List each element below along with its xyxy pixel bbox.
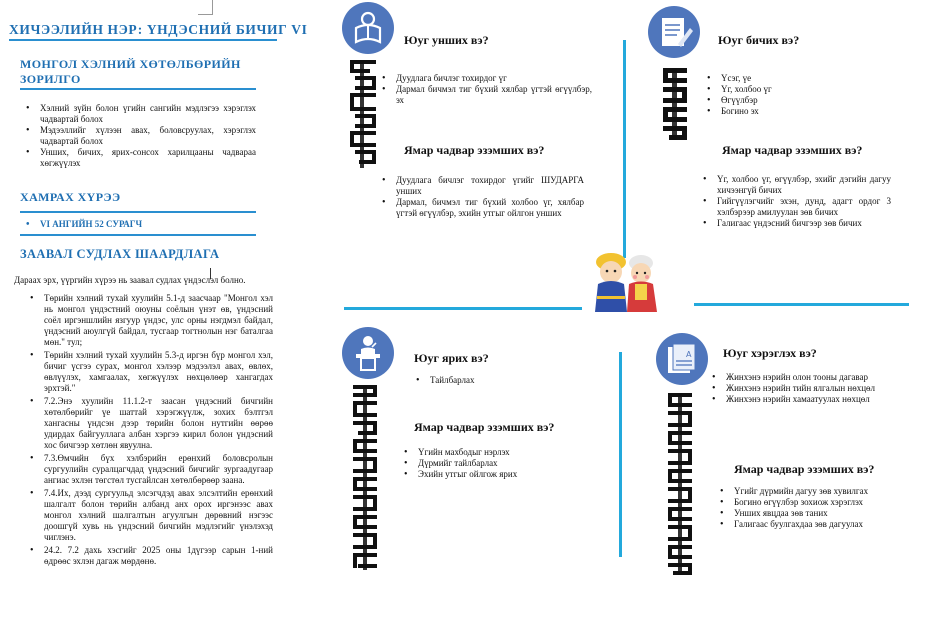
list-item: • Унших явцдаа зөв таних bbox=[714, 508, 888, 519]
list-item: • Үгийн махбодыг нэрлэх bbox=[398, 447, 598, 458]
q4-list bbox=[706, 372, 886, 405]
section1-title-line2: ЗОРИЛГО bbox=[20, 72, 81, 86]
list-item: • Жинхэнэ нэрийн олон тооны дагавар bbox=[706, 372, 886, 383]
list-item: • Үсэг, үе bbox=[701, 73, 891, 84]
q1-heading: Юуг унших вэ? bbox=[404, 33, 489, 47]
section1-underline bbox=[20, 88, 256, 90]
list-item: • 7.4.Их, дээд сургуульд элсэгчдэд авах элсэлтийн ерөнхий шалгалт болон төрийн албанд анх орох иргэнээс авах монгол хэлний шалгалтын агуулгын дөрөвний нэгээс доошгүй хувь нь үндэсний бичгийн мэдлэгийг үнэлэхэд чиглэнэ. bbox=[24, 488, 273, 543]
q3-list bbox=[410, 375, 600, 386]
divider-horizontal-right bbox=[694, 303, 909, 306]
q3-skills-list bbox=[398, 447, 598, 480]
list-item: • Мэдээллийг хүлээн авах, боловсруулах, хэрэглэх чадвартай болох bbox=[20, 125, 256, 147]
list-item: • Төрийн хэлний тухай хуулийн 5.3-д иргэн бүр монгол хэл, бичиг үсгээ сурах, монгол хэлээр мэдээлэл авах, өвлөх, өвлүүлэх, хамгаалах, хөгжүүлэх нөхцөлөөр хангагдах эрхтэй." bbox=[24, 350, 273, 394]
list-item: • Дуудлага бичлэг тохирдог үгийг ШУДАРГА унших bbox=[376, 175, 584, 197]
list-item: • Үг, холбоо үг, өгүүлбэр, эхийг дэгийн дагуу хичээнгүй бичих bbox=[697, 174, 891, 196]
list-item: • 7.3.Өмчийн бүх хэлбэрийн ерөнхий боловсролын сургуулийн суралцагчдад үндэсний бичгийг зургаадугаар ангиас эхлэн төгстөл тусгайлсан хөтөлбөрөөр заана. bbox=[24, 453, 273, 486]
q2-skills-list bbox=[697, 174, 891, 229]
section2-list bbox=[20, 219, 256, 230]
children-illustration bbox=[583, 250, 669, 316]
list-item: • Эхийн утгыг ойлгож ярих bbox=[398, 469, 598, 480]
mongolian-script-word-2 bbox=[659, 68, 691, 140]
svg-text:A: A bbox=[686, 350, 692, 359]
list-item: • Хэлний зүйн болон үгийн сангийн мэдлэгээ хэрэглэх чадвартай болох bbox=[20, 103, 256, 125]
list-item: • Үгийг дүрмийн дагуу зөв хувилгах bbox=[714, 486, 888, 497]
page-title: ХИЧЭЭЛИЙН НЭР: ҮНДЭСНИЙ БИЧИГ VI bbox=[9, 22, 308, 37]
q2-list bbox=[701, 73, 891, 117]
list-item: • Жинхэнэ нэрийн хамаатуулах нөхцөл bbox=[706, 394, 886, 405]
list-item: • Өгүүлбэр bbox=[701, 95, 891, 106]
section3-intro: Дараах эрх, үүргийн хүрээ нь заавал судлах үндэслэл болно. bbox=[14, 275, 246, 285]
divider-horizontal-left bbox=[344, 307, 582, 310]
list-item: • Дармал бичмэл тиг бүхий хялбар үгтэй өгүүлбэр, эх bbox=[376, 84, 592, 106]
mongolian-script-word-4 bbox=[665, 393, 695, 578]
q3-heading: Юуг ярих вэ? bbox=[414, 351, 489, 365]
q2-skills-heading: Ямар чадвар эзэмших вэ? bbox=[722, 143, 863, 157]
list-item: • 7.2.Энэ хуулийн 11.1.2-т заасан үндэсний бичгийн хөтөлбөрийг үе шаттай хэрэгжүүлж, зохих бэлтгэл хангасны үндсэн дээр төрийн болон нутгийн өөрөө удирдах байгууллага албан хэргээ кирил болон үндэсний хос бичгээр хөтлөн явуулна. bbox=[24, 396, 273, 451]
mongolian-script-word-3 bbox=[350, 385, 380, 570]
q1-list bbox=[376, 73, 592, 106]
list-item: • Богино эх bbox=[701, 106, 891, 117]
q3-skills-heading: Ямар чадвар эзэмших вэ? bbox=[414, 420, 555, 434]
q4-skills-list bbox=[714, 486, 888, 530]
list-item: • 24.2. 7.2 дахь хэсгийг 2025 оны 1дүгээр сарын 1-ний өдрөөс эхлэн дагаж мөрдөнө. bbox=[24, 545, 273, 567]
reading-person-icon bbox=[342, 2, 394, 54]
q2-heading: Юуг бичих вэ? bbox=[718, 33, 800, 47]
q1-skills-list bbox=[376, 175, 584, 219]
divider-vertical-top bbox=[623, 40, 626, 258]
section2-bottom-line bbox=[20, 234, 256, 236]
section3-title: ЗААВАЛ СУДЛАХ ШААРДЛАГА bbox=[20, 247, 220, 261]
section2-title: ХАМРАХ ХҮРЭЭ bbox=[20, 190, 121, 204]
list-item: • Жинхэнэ нэрийн тийн ялгалын нөхцөл bbox=[706, 383, 886, 394]
page-corner-mark bbox=[198, 0, 213, 15]
list-item: • VI АНГИЙН 52 СУРАГЧ bbox=[20, 219, 256, 230]
section2-underline bbox=[20, 211, 256, 213]
section1-title bbox=[20, 57, 241, 87]
writing-paper-icon bbox=[648, 6, 700, 58]
section1-list bbox=[20, 103, 256, 169]
section3-list bbox=[24, 293, 273, 567]
title-underline bbox=[9, 39, 277, 41]
list-item: • Дармал, бичмэл тиг бүхий холбоо үг, хялбар үгтэй өгүүлбэр, эхийн утгыг ойлгон унших bbox=[376, 197, 584, 219]
list-item: • Тайлбарлах bbox=[410, 375, 600, 386]
mongolian-script-word-1 bbox=[347, 60, 379, 168]
list-item: • Галигаас үндэсний бичгээр зөв бичих bbox=[697, 218, 891, 229]
q4-heading: Юуг хэрэглэх вэ? bbox=[723, 346, 817, 360]
list-item: • Үг, холбоо үг bbox=[701, 84, 891, 95]
list-item: • Дуудлага бичлэг тохирдог үг bbox=[376, 73, 592, 84]
list-item: • Дүрмийг тайлбарлах bbox=[398, 458, 598, 469]
left-column bbox=[0, 0, 308, 622]
list-item: • Гийгүүлэгчийг эхэн, дунд, адагт ордог 3 хэлбэрээр амилуулан зөв бичих bbox=[697, 196, 891, 218]
speaker-podium-icon bbox=[342, 327, 394, 379]
list-item: • Богино өгүүлбэр зохиож хэрэглэх bbox=[714, 497, 888, 508]
q4-skills-heading: Ямар чадвар эзэмших вэ? bbox=[734, 462, 875, 476]
section1-title-line1: МОНГОЛ ХЭЛНИЙ ХӨТӨЛБӨРИЙН bbox=[20, 57, 241, 71]
q1-skills-heading: Ямар чадвар эзэмших вэ? bbox=[404, 143, 545, 157]
list-item: • Галигаас буулгахдаа зөв дагуулах bbox=[714, 519, 888, 530]
list-item: • Унших, бичих, ярих-сонсох харилцааны чадвараа хөгжүүлэх bbox=[20, 147, 256, 169]
book-document-icon bbox=[656, 333, 708, 385]
divider-vertical-bottom bbox=[619, 352, 622, 557]
list-item: • Төрийн хэлний тухай хуулийн 5.1-д заасчаар "Монгол хэл нь монгол үндэстний оюуны соёлын үнэт өв, үндэсний соёл иргэншлийн язгуур үндэс, улс орны нэгдмэл байдал, үндэсний аюулгүй байдал, тусгаар тогтнолын нэг баталгаа мөн." тул; bbox=[24, 293, 273, 348]
